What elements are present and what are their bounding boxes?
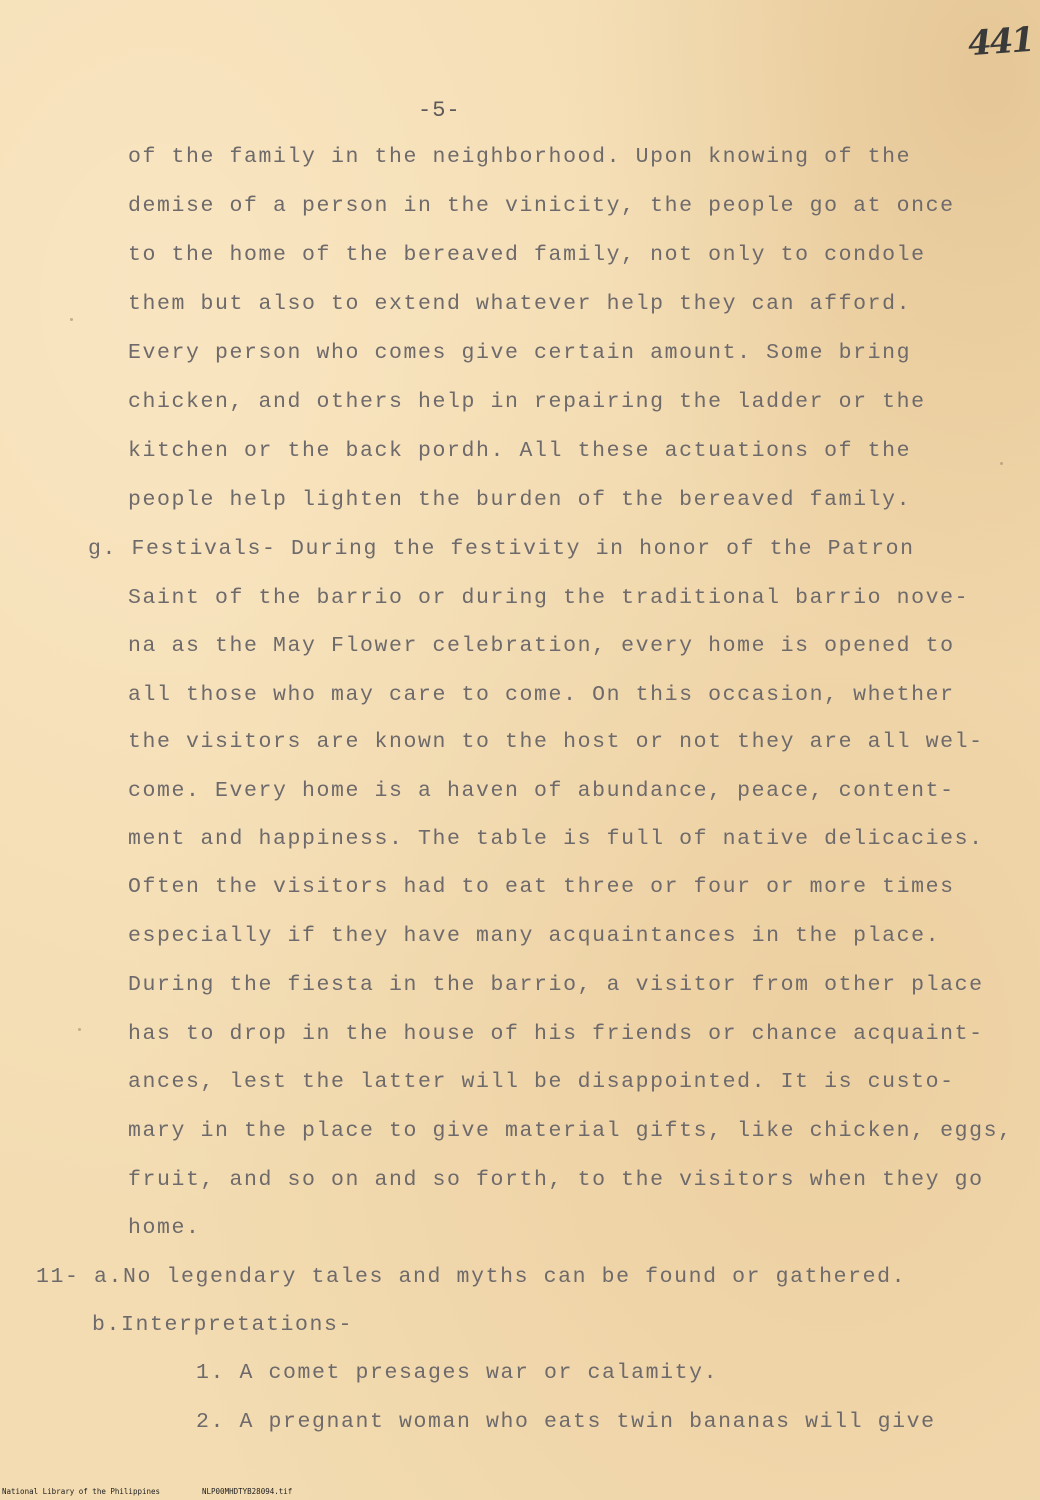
- paper-speck: [78, 1028, 81, 1031]
- text-line: to the home of the bereaved family, not only to condole: [128, 243, 926, 267]
- text-line: the visitors are known to the host or not they are all wel-: [128, 730, 984, 754]
- text-line: g. Festivals- During the festivity in honor of the Patron: [88, 537, 915, 561]
- text-line: fruit, and so on and so forth, to the visitors when they go: [128, 1168, 984, 1192]
- text-line: demise of a person in the vinicity, the people go at once: [128, 194, 955, 218]
- text-line: During the fiesta in the barrio, a visitor from other place: [128, 973, 984, 997]
- handwritten-page-annotation: 441: [966, 19, 1035, 65]
- page-number: -5-: [418, 98, 461, 123]
- text-line: them but also to extend whatever help they can afford.: [128, 292, 912, 316]
- text-line: ances, lest the latter will be disappointed. It is custo-: [128, 1070, 955, 1094]
- text-line: 2. A pregnant woman who eats twin bananas will give: [196, 1410, 936, 1434]
- text-line: Saint of the barrio or during the traditional barrio nove-: [128, 586, 970, 610]
- text-line: Every person who comes give certain amount. Some bring: [128, 341, 912, 365]
- text-line: b.Interpretations-: [92, 1313, 354, 1337]
- footer-filename: NLP00MHDTYB28094.tif: [202, 1487, 293, 1496]
- scan-footer: [0, 1487, 1040, 1500]
- text-line: mary in the place to give material gifts, like chicken, eggs,: [128, 1119, 1013, 1143]
- text-line: kitchen or the back pordh. All these actuations of the: [128, 439, 912, 463]
- text-line: home.: [128, 1216, 201, 1240]
- text-line: Often the visitors had to eat three or four or more times: [128, 875, 955, 899]
- text-line: chicken, and others help in repairing the ladder or the: [128, 390, 926, 414]
- text-line: especially if they have many acquaintances in the place.: [128, 924, 941, 948]
- text-line: all those who may care to come. On this occasion, whether: [128, 683, 955, 707]
- text-line: come. Every home is a haven of abundance, peace, content-: [128, 779, 955, 803]
- text-line: 1. A comet presages war or calamity.: [196, 1361, 719, 1385]
- text-line: 11- a.No legendary tales and myths can be found or gathered.: [36, 1265, 907, 1289]
- paper-speck: [1000, 462, 1003, 465]
- footer-source: National Library of the Philippines: [2, 1487, 161, 1496]
- text-line: people help lighten the burden of the bereaved family.: [128, 488, 912, 512]
- text-line: of the family in the neighborhood. Upon knowing of the: [128, 145, 912, 169]
- paper-speck: [70, 318, 73, 321]
- text-line: has to drop in the house of his friends or chance acquaint-: [128, 1022, 984, 1046]
- text-line: na as the May Flower celebration, every home is opened to: [128, 634, 955, 658]
- text-line: ment and happiness. The table is full of native delicacies.: [128, 827, 984, 851]
